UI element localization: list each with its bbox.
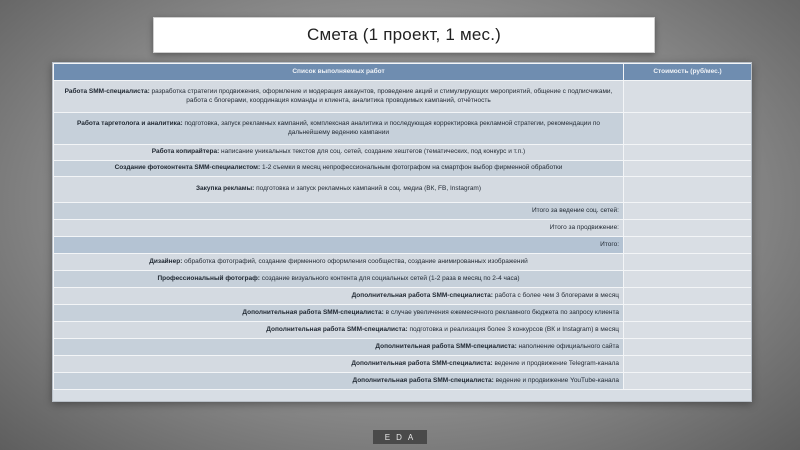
eda-logo	[373, 430, 427, 444]
table-row	[54, 177, 752, 203]
row-description: Дополнительная работа SMM-специалиста: ведение и продвижение YouTube-канала	[54, 373, 624, 390]
row-cost	[624, 145, 752, 161]
slide-title-text: Смета (1 проект, 1 мес.)	[306, 25, 502, 44]
row-cost	[624, 305, 752, 322]
table-header-row	[54, 64, 752, 81]
row-description: Создание фотоконтента SMM-специалистом: 1-2 съемки в месяц непрофессиональным фотографом на смартфон выбор фирменной обработки	[54, 161, 624, 177]
table-row	[54, 288, 752, 305]
row-description: Работа копирайтера: написание уникальных текстов для соц. сетей, создание хештегов (тематических, под конкурс и т.п.)	[54, 145, 624, 161]
table-row	[54, 161, 752, 177]
row-cost	[624, 356, 752, 373]
table-row	[54, 203, 752, 220]
row-cost	[624, 177, 752, 203]
row-cost	[624, 288, 752, 305]
row-cost	[624, 161, 752, 177]
logo-text: EDA	[384, 432, 420, 442]
row-cost	[624, 373, 752, 390]
row-description: Дополнительная работа SMM-специалиста: подготовка и реализация более 3 конкурсов (ВК и Instagram) в месяц	[54, 322, 624, 339]
row-description: Дополнительная работа SMM-специалиста: в случае увеличения ежемесячного рекламного бюджета по запросу клиента	[54, 305, 624, 322]
slide-title	[153, 17, 655, 53]
row-cost	[624, 322, 752, 339]
row-description: Дополнительная работа SMM-специалиста: наполнение официального сайта	[54, 339, 624, 356]
row-description: Работа таргетолога и аналитика: подготовка, запуск рекламных кампаний, комплексная аналитика и последующая корректировка рекламной стратегии, рекомендации по дальнейшему ведению кампании	[54, 113, 624, 145]
header-cost: Стоимость (руб/мес.)	[624, 64, 752, 81]
table-row	[54, 220, 752, 237]
table-row	[54, 145, 752, 161]
table-row	[54, 254, 752, 271]
row-total-label: Итого за ведение соц. сетей:	[54, 203, 624, 220]
header-works: Список выполняемых работ	[54, 64, 624, 81]
estimate-table	[53, 63, 752, 390]
table-row	[54, 113, 752, 145]
table-row	[54, 305, 752, 322]
row-cost	[624, 339, 752, 356]
table-row	[54, 356, 752, 373]
row-cost	[624, 220, 752, 237]
row-description: Дизайнер: обработка фотографий, создание фирменного оформления сообщества, создание анимированных изображений	[54, 254, 624, 271]
row-description: Дополнительная работа SMM-специалиста: работа с более чем 3 блогерами в месяц	[54, 288, 624, 305]
row-cost	[624, 254, 752, 271]
row-cost	[624, 81, 752, 113]
row-total-label: Итого за продвижение:	[54, 220, 624, 237]
table-row	[54, 373, 752, 390]
row-description: Работа SMM-специалиста: разработка стратегии продвижения, оформление и модерация аккаунтов, проведение акций и стимулирующих мероприятий, общение с подписчиками, работа с блогерами, координация команды и клиента, аналитика проводимых кампаний, отчётность	[54, 81, 624, 113]
table-row	[54, 271, 752, 288]
row-cost	[624, 203, 752, 220]
table-row	[54, 237, 752, 254]
table-row	[54, 81, 752, 113]
row-cost	[624, 237, 752, 254]
row-description: Профессиональный фотограф: создание визуального контента для социальных сетей (1-2 раза в месяц по 2-4 часа)	[54, 271, 624, 288]
row-cost	[624, 271, 752, 288]
table-row	[54, 322, 752, 339]
row-description: Дополнительная работа SMM-специалиста: ведение и продвижение Telegram-канала	[54, 356, 624, 373]
row-description: Закупка рекламы: подготовка и запуск рекламных кампаний в соц. медиа (ВК, FB, Instagram)	[54, 177, 624, 203]
table-row	[54, 339, 752, 356]
row-cost	[624, 113, 752, 145]
row-total-label: Итого:	[54, 237, 624, 254]
estimate-table-panel	[52, 62, 752, 402]
